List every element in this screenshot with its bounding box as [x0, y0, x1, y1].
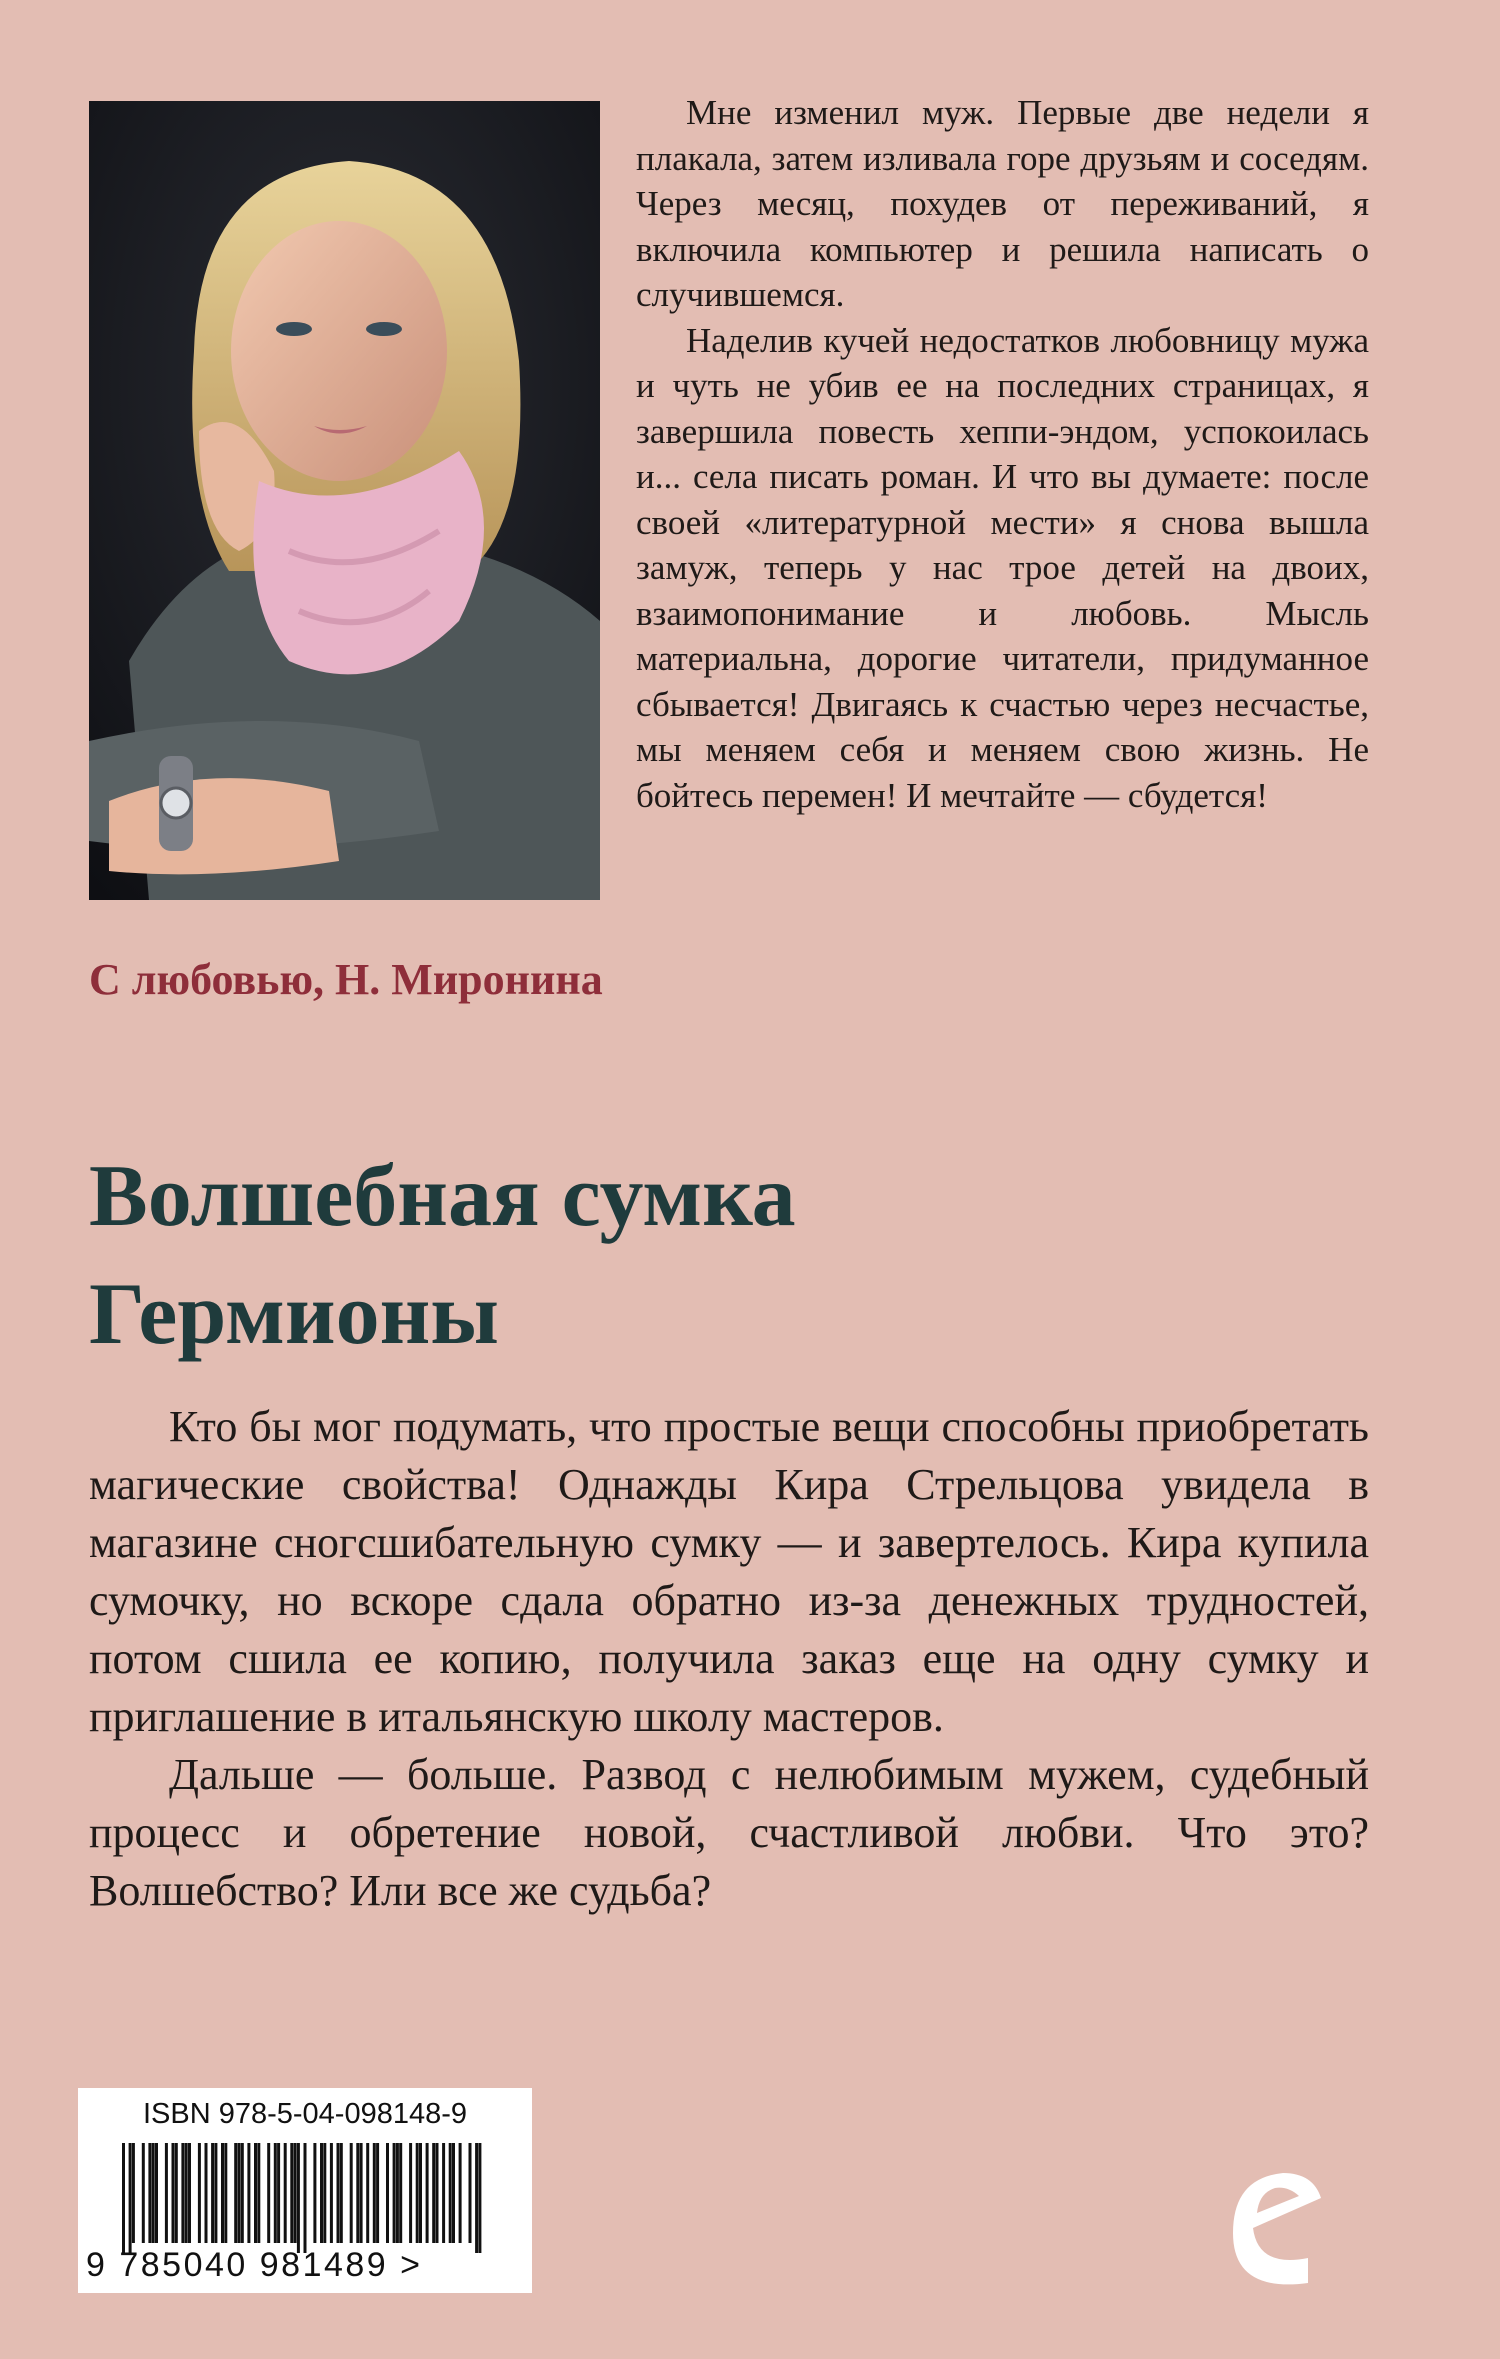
- barcode-bar: [313, 2143, 316, 2243]
- barcode-bar: [257, 2143, 260, 2243]
- author-note-paragraph: Наделив кучей недостатков любовницу мужа и чуть не убив ее на последних страницах, я завершила повесть хеппи-эндом, успокоилась и... села писать роман. И что вы думаете: после своей «литературной мести» я снова вышла замуж, теперь у нас трое детей на двоих, взаимопонимание и любовь. Мысль материальна, дорогие читатели, придуманное сбывается! Двигаясь к счастью через несчастье, мы меняем себя и меняем свою жизнь. Не бойтесь перемен! И мечтайте — сбудется!: [636, 320, 1369, 815]
- barcode-bar: [290, 2143, 293, 2243]
- barcode-bar: [224, 2143, 227, 2243]
- barcode-bar: [142, 2143, 145, 2243]
- barcode-bar: [254, 2143, 257, 2243]
- barcode-bar: [330, 2143, 333, 2243]
- barcode-bar: [129, 2143, 132, 2253]
- barcode-bar: [267, 2143, 270, 2243]
- barcode-bar: [426, 2143, 429, 2243]
- barcode-bar: [241, 2143, 244, 2243]
- book-title-line-1: Волшебная сумка: [89, 1148, 796, 1245]
- barcode-bar: [122, 2143, 125, 2253]
- barcode-bar: [396, 2143, 399, 2243]
- barcode-bar: [172, 2143, 175, 2243]
- blurb-paragraph: Дальше — больше. Развод с нелюбимым мужем, судебный процесс и обретение новой, счастливой любви. Что это? Волшебство? Или все же судьба?: [89, 1750, 1369, 1915]
- barcode-bar: [449, 2143, 452, 2243]
- barcode-bar: [214, 2143, 217, 2243]
- barcode-bar: [376, 2143, 379, 2243]
- barcode-bar: [304, 2143, 307, 2253]
- book-title: [89, 1138, 1389, 1374]
- barcode-box: [78, 2088, 532, 2293]
- barcode-bar: [340, 2143, 343, 2243]
- barcode-bar: [478, 2143, 481, 2253]
- barcode-bar: [198, 2143, 201, 2243]
- author-photo: [89, 101, 600, 900]
- barcode-bar: [399, 2143, 402, 2243]
- barcode-bar: [247, 2143, 250, 2243]
- barcode-bar: [238, 2143, 241, 2243]
- barcode-digits: 9 785040 981489 >: [86, 2246, 423, 2284]
- barcode-bar: [155, 2143, 158, 2243]
- blurb-paragraph: Кто бы мог подумать, что простые вещи способны приобретать магические свойства! Однажды Кира Стрельцова увидела в магазине сногсшибательную сумку — и завертелось. Кира купила сумочку, но вскоре сдала обратно из-за денежных трудностей, потом сшила ее копию, получила заказ еще на одну сумку и приглашение в итальянскую школу мастеров.: [89, 1402, 1369, 1741]
- author-note: [636, 90, 1369, 818]
- barcode-bar: [221, 2143, 224, 2243]
- barcode-bar: [188, 2143, 191, 2243]
- barcode-bar: [211, 2143, 214, 2243]
- barcode-bar: [337, 2143, 340, 2243]
- barcode-bar: [475, 2143, 478, 2253]
- barcode-bar: [148, 2143, 151, 2243]
- eksmo-e-logo-icon: [1213, 2158, 1327, 2298]
- barcode-bar: [409, 2143, 412, 2243]
- barcode-bar: [356, 2143, 359, 2243]
- author-note-paragraph: Мне изменил муж. Первые две недели я плакала, затем изливала горе друзьям и соседям. Через месяц, похудев от переживаний, я включила компьютер и решила написать о случившемся.: [636, 93, 1369, 314]
- barcode-bar: [459, 2143, 462, 2243]
- barcode-bar: [416, 2143, 419, 2243]
- barcode-bar: [436, 2143, 439, 2243]
- barcode-bar: [294, 2143, 297, 2243]
- barcode-bar: [165, 2143, 168, 2243]
- isbn-label: ISBN 978-5-04-098148-9: [142, 2098, 468, 2130]
- barcode-bar: [320, 2143, 323, 2243]
- barcode-bar: [277, 2143, 280, 2243]
- book-blurb: [89, 1398, 1369, 1920]
- barcode-bar: [393, 2143, 396, 2243]
- barcode-bar: [323, 2143, 326, 2243]
- barcode-bar: [274, 2143, 277, 2243]
- barcode-bar: [386, 2143, 389, 2243]
- barcode-bar: [284, 2143, 287, 2243]
- author-signature: С любовью, Н. Миронина: [89, 955, 603, 1004]
- barcode-bar: [152, 2143, 155, 2243]
- barcode-bar: [185, 2143, 188, 2243]
- barcode-bar: [419, 2143, 422, 2243]
- barcode-bar: [234, 2143, 237, 2243]
- barcode-bar: [366, 2143, 369, 2243]
- barcode-bar: [205, 2143, 208, 2243]
- barcode-bar: [360, 2143, 363, 2243]
- barcode-bar: [132, 2143, 135, 2243]
- barcode-bar: [432, 2143, 435, 2243]
- barcode-bar: [452, 2143, 455, 2243]
- barcode-bar: [175, 2143, 178, 2243]
- barcode-bar: [442, 2143, 445, 2243]
- book-title-line-2: Гермионы: [89, 1266, 500, 1363]
- barcode-bar: [469, 2143, 472, 2243]
- barcode-bar: [373, 2143, 376, 2243]
- barcode-bar: [350, 2143, 353, 2243]
- barcode-bar: [297, 2143, 300, 2253]
- barcode-bar: [181, 2143, 184, 2243]
